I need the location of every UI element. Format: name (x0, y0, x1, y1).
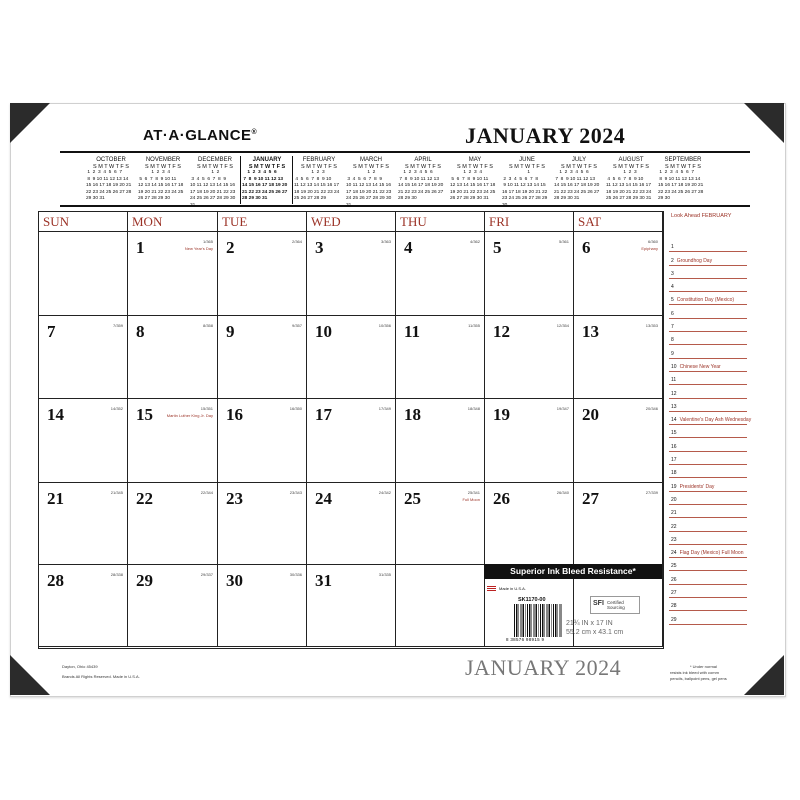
look-ahead-day: 24 (671, 550, 677, 557)
day-count: 20/346 (645, 406, 658, 411)
day-cell[interactable] (307, 399, 396, 483)
weekday-label: FRI (489, 214, 510, 229)
look-ahead-day: 29 (671, 616, 677, 623)
day-count: 26/340 (556, 490, 569, 495)
weekday-header-fri (485, 212, 574, 232)
mini-calendar-days: 1 2 3 4 5 6 7 8 9 10 11 12 13 14 15 16 17 18 19 20 21 22 23 24 25 26 27 28 29 30 31 (86, 170, 132, 201)
day-cell[interactable] (396, 483, 485, 565)
look-ahead-row[interactable] (669, 558, 747, 571)
day-number: 2 (226, 238, 235, 257)
day-number: 19 (493, 405, 510, 424)
day-count: 11/355 (468, 323, 480, 328)
made-in-label: Made in U.S.A. (499, 586, 526, 591)
look-ahead-day: 18 (671, 470, 677, 477)
day-count: 19/347 (556, 406, 569, 411)
look-ahead-day: 6 (671, 310, 674, 317)
top-rule (60, 151, 750, 153)
look-ahead-row[interactable] (669, 332, 747, 345)
look-ahead-entry (671, 577, 680, 583)
look-ahead-row[interactable] (669, 439, 747, 452)
day-count: 31/335 (378, 572, 391, 577)
weekday-label: SUN (43, 214, 70, 229)
day-number: 12 (493, 322, 510, 341)
look-ahead-entry (671, 537, 680, 543)
day-cell[interactable] (128, 399, 218, 483)
mini-calendar (658, 157, 708, 203)
look-ahead-entry (671, 497, 680, 503)
day-cell[interactable] (39, 316, 128, 399)
day-number: 3 (315, 238, 324, 257)
day-count: 9/357 (291, 323, 302, 328)
day-cell[interactable] (218, 483, 307, 565)
look-ahead-heading: Look Ahead FEBRUARY (671, 213, 732, 219)
day-number: 23 (226, 489, 243, 508)
day-cell[interactable] (39, 399, 128, 483)
corner-bottom-right (744, 655, 784, 695)
mini-calendar-weekdays: S M T W T F S (613, 163, 649, 170)
mini-calendar-month: FEBRUARY (302, 157, 336, 163)
mini-calendar (450, 157, 500, 203)
look-ahead-event: Constitution Day (Mexico) (676, 297, 735, 304)
look-ahead-entry (671, 311, 677, 317)
look-ahead-entry (671, 563, 680, 569)
footer-note-3: pencils, ballpoint pens, gel pens (670, 676, 727, 681)
weekday-label: THU (400, 214, 427, 229)
look-ahead-entry (671, 337, 677, 343)
look-ahead-row[interactable] (669, 598, 747, 611)
day-count: 28/338 (110, 572, 123, 577)
look-ahead-row[interactable] (669, 505, 747, 518)
look-ahead-row[interactable] (669, 425, 747, 438)
look-ahead-row[interactable] (669, 478, 747, 491)
weekday-header-wed (307, 212, 396, 232)
look-ahead-row[interactable] (669, 532, 747, 545)
footer-address: Dayton, Ohio 45439 (62, 664, 98, 669)
footer-month-title: JANUARY 2024 (465, 655, 622, 680)
look-ahead-row[interactable] (669, 252, 747, 265)
mini-calendar-weekdays: S M T W T F S (248, 163, 286, 170)
mini-calendar-month: JULY (571, 157, 587, 163)
footer-note-1: * Under normal (690, 664, 717, 669)
look-ahead-day: 14 (671, 417, 677, 424)
day-cell[interactable] (574, 483, 663, 565)
day-cell[interactable] (39, 565, 128, 647)
mini-calendar-days: 1 2 3 4 5 6 7 8 9 10 11 12 13 14 15 16 17 18 19 20 21 22 23 24 25 26 27 28 29 30 (138, 170, 184, 201)
look-ahead-day: 21 (671, 510, 677, 517)
mini-calendar (294, 157, 344, 203)
mini-calendar-days: 1 2 3 4 5 6 7 8 9 10 11 12 13 14 15 16 17 18 19 20 21 22 23 24 25 26 27 28 29 30 31 (346, 170, 392, 208)
mini-calendar (242, 157, 292, 203)
mini-calendar (346, 157, 396, 209)
look-ahead-entry (671, 324, 677, 330)
day-number: 4 (404, 238, 413, 257)
mini-calendar-month: APRIL (414, 157, 432, 163)
day-holiday: Epiphany (641, 246, 658, 251)
look-ahead-row[interactable] (669, 306, 747, 319)
look-ahead-row[interactable] (669, 611, 747, 624)
look-ahead-entry (671, 364, 721, 370)
look-ahead-entry (671, 590, 680, 596)
day-number: 10 (315, 322, 332, 341)
day-cell[interactable] (396, 399, 485, 483)
size-cm: 55.2 cm x 43.1 cm (566, 629, 624, 636)
day-number: 15 (136, 405, 153, 424)
mini-calendar-days: 1 2 3 4 5 6 7 8 9 10 11 12 13 14 15 16 17 18 19 20 21 22 23 24 25 26 27 28 29 30 31 (606, 170, 652, 201)
day-count: 23/343 (289, 490, 302, 495)
day-count: 18/348 (467, 406, 480, 411)
day-cell[interactable] (574, 232, 663, 316)
look-ahead-entry (671, 417, 751, 423)
mini-calendar (606, 157, 656, 203)
look-ahead-day: 20 (671, 496, 677, 503)
day-count: 25/341 (467, 490, 480, 495)
day-cell[interactable] (307, 232, 396, 316)
day-count: 30/336 (289, 572, 302, 577)
look-ahead-entry (671, 524, 680, 530)
day-cell[interactable] (574, 316, 663, 399)
day-cell[interactable] (396, 232, 485, 316)
mini-calendar (398, 157, 448, 203)
day-number: 21 (47, 489, 64, 508)
day-cell[interactable] (128, 565, 218, 647)
mini-calendar-month: JUNE (519, 157, 535, 163)
day-cell[interactable] (574, 399, 663, 483)
corner-top-right (744, 103, 784, 143)
mini-calendar-month: OCTOBER (96, 157, 126, 163)
day-count: 27/339 (645, 490, 658, 495)
day-count: 5/361 (558, 239, 569, 244)
month-grid (38, 211, 664, 649)
barcode-icon (514, 604, 562, 637)
look-ahead-entry (671, 617, 680, 623)
look-ahead-day: 16 (671, 443, 677, 450)
day-number: 11 (404, 322, 421, 341)
sku-label: SK1170-00 (518, 597, 546, 603)
weekday-label: MON (132, 214, 163, 229)
mini-calendar-days: 1 2 3 4 5 6 7 8 9 10 11 12 13 14 15 16 17 18 19 20 21 22 23 24 25 26 27 28 29 30 (398, 170, 444, 201)
mini-calendar-month: SEPTEMBER (664, 157, 702, 163)
day-count: 2/364 (291, 239, 302, 244)
sfi-logo-icon: SFI (593, 600, 604, 607)
ink-bleed-banner: Superior Ink Bleed Resistance* (484, 564, 662, 579)
mini-calendar-month: DECEMBER (197, 157, 232, 163)
day-holiday: New Year's Day (184, 246, 213, 251)
day-number: 8 (136, 322, 145, 341)
mini-calendar-weekdays: S M T W T F S (561, 163, 597, 170)
look-ahead-entry (671, 351, 677, 357)
day-number: 7 (47, 322, 56, 341)
weekday-label: WED (311, 214, 341, 229)
look-ahead-row[interactable] (669, 518, 747, 531)
weekday-header-mon (128, 212, 218, 232)
weekday-header-thu (396, 212, 485, 232)
day-cell[interactable] (485, 316, 574, 399)
look-ahead-row[interactable] (669, 292, 747, 305)
look-ahead-row[interactable] (669, 399, 747, 412)
day-number: 17 (315, 405, 332, 424)
look-ahead-entry (671, 377, 679, 383)
mini-calendar-weekdays: S M T W T F S (197, 163, 233, 170)
day-number: 16 (226, 405, 243, 424)
day-number: 29 (136, 571, 153, 590)
day-holiday: Full Moon (462, 497, 480, 502)
look-ahead-entry (671, 444, 680, 450)
mini-calendar-days: 1 2 3 4 5 6 7 8 9 10 11 12 13 14 15 16 17 18 19 20 21 22 23 24 25 26 27 28 29 (294, 170, 340, 201)
day-count: 15/351 (200, 406, 213, 411)
look-ahead-row[interactable] (669, 266, 747, 279)
mini-calendar-month: JANUARY (252, 157, 282, 163)
mini-calendar-days: 1 2 3 4 5 6 7 8 9 10 11 12 13 14 15 16 17 18 19 20 21 22 23 24 25 26 27 28 29 30 31 (190, 170, 236, 208)
day-cell[interactable] (485, 232, 574, 316)
brand-logo: AT·A·GLANCE® (143, 127, 258, 144)
day-number: 26 (493, 489, 510, 508)
day-cell[interactable] (128, 483, 218, 565)
day-number: 25 (404, 489, 421, 508)
mini-calendar-weekdays: S M T W T F S (301, 163, 337, 170)
day-cell[interactable] (128, 232, 218, 316)
day-count: 17/349 (378, 406, 391, 411)
day-count: 3/363 (380, 239, 391, 244)
empty-cell[interactable] (396, 565, 485, 647)
day-count: 6/360 (647, 239, 658, 244)
mini-calendar (138, 157, 188, 203)
look-ahead-row[interactable] (669, 545, 747, 558)
day-count: 12/354 (556, 323, 569, 328)
look-ahead-entry (671, 484, 714, 490)
mini-calendar (86, 157, 136, 203)
look-ahead-event: Valentine's Day Ash Wednesday (679, 417, 752, 424)
look-ahead-day: 11 (671, 377, 677, 384)
look-ahead-row[interactable] (669, 319, 747, 332)
mini-calendar-weekdays: S M T W T F S (509, 163, 545, 170)
weekday-header-sat (574, 212, 663, 232)
mini-calendar-month: MARCH (360, 157, 382, 163)
day-count: 7/359 (112, 323, 123, 328)
mini-calendar-days: 1 2 3 4 5 6 7 8 9 10 11 12 13 14 15 16 17 18 19 20 21 22 23 24 25 26 27 28 29 30 31 (450, 170, 496, 201)
divider (240, 156, 241, 204)
mini-calendar-strip (86, 157, 704, 208)
day-cell[interactable] (485, 399, 574, 483)
look-ahead-row[interactable] (669, 239, 747, 252)
look-ahead-day: 12 (671, 390, 677, 397)
day-cell[interactable] (307, 565, 396, 647)
weekday-header-sun (39, 212, 128, 232)
look-ahead-event: Chinese New Year (679, 363, 721, 370)
sfi-badge (590, 596, 640, 614)
day-number: 20 (582, 405, 599, 424)
look-ahead-day: 27 (671, 590, 677, 597)
day-number: 14 (47, 405, 64, 424)
day-number: 6 (582, 238, 591, 257)
mini-calendar (502, 157, 552, 209)
look-ahead-row[interactable] (669, 279, 747, 292)
day-number: 5 (493, 238, 502, 257)
barcode-number: 8 38576 98915 9 (506, 637, 545, 642)
mini-calendar-month: MAY (468, 157, 482, 163)
look-ahead-event: Presidents' Day (679, 483, 715, 490)
look-ahead-row[interactable] (669, 385, 747, 398)
mini-calendar-days: 1 2 3 4 5 6 7 8 9 10 11 12 13 14 15 16 17 18 19 20 21 22 23 24 25 26 27 28 29 30 (658, 170, 704, 201)
look-ahead-day: 26 (671, 576, 677, 583)
mini-calendar-month: AUGUST (618, 157, 644, 163)
look-ahead-entry (671, 258, 712, 264)
look-ahead-entry (671, 510, 680, 516)
look-ahead-entry (671, 550, 743, 556)
look-ahead-event: Groundhog Day (676, 257, 713, 264)
look-ahead-row[interactable] (669, 452, 747, 465)
day-cell[interactable] (218, 316, 307, 399)
look-ahead-day: 2 (671, 257, 674, 264)
day-cell[interactable] (307, 316, 396, 399)
day-count: 14/352 (110, 406, 123, 411)
look-ahead-day: 23 (671, 536, 677, 543)
look-ahead-entry (671, 391, 680, 397)
look-ahead-day: 22 (671, 523, 677, 530)
footer-note-2: resists ink bleed with comm (670, 670, 719, 675)
look-ahead-day: 13 (671, 403, 677, 410)
day-count: 29/337 (200, 572, 213, 577)
day-holiday: Martin Luther King Jr. Day (166, 413, 213, 418)
weekday-label: TUE (222, 214, 248, 229)
day-number: 24 (315, 489, 332, 508)
look-ahead-row[interactable] (669, 585, 747, 598)
mini-calendar-weekdays: S M T W T F S (457, 163, 493, 170)
us-flag-icon (487, 586, 496, 592)
look-ahead-day: 3 (671, 270, 674, 277)
day-number: 31 (315, 571, 332, 590)
weekday-header-tue (218, 212, 307, 232)
look-ahead-day: 5 (671, 297, 674, 304)
look-ahead-row[interactable] (669, 359, 747, 372)
day-cell[interactable] (128, 316, 218, 399)
look-ahead-day: 1 (671, 244, 674, 251)
look-ahead-row[interactable] (669, 572, 747, 585)
mini-calendar-days: 1 2 3 4 5 6 7 8 9 10 11 12 13 14 15 16 17 18 19 20 21 22 23 24 25 26 27 28 29 30 31 (242, 170, 288, 201)
day-count: 8/358 (202, 323, 213, 328)
look-ahead-day: 9 (671, 350, 674, 357)
look-ahead-entry (671, 404, 680, 410)
weekday-label: SAT (578, 214, 602, 229)
look-ahead-day: 17 (671, 457, 677, 464)
sfi-text: Certified Sourcing (607, 600, 625, 610)
day-cell[interactable] (218, 399, 307, 483)
day-count: 24/342 (378, 490, 391, 495)
day-count: 10/356 (378, 323, 391, 328)
look-ahead-day: 19 (671, 483, 677, 490)
look-ahead-entry (671, 603, 680, 609)
mini-cal-rule (60, 205, 750, 207)
look-ahead-entry (671, 457, 680, 463)
look-ahead-event: Flag Day (Mexico) Full Moon (679, 550, 744, 557)
look-ahead-panel (669, 211, 752, 636)
look-ahead-day: 4 (671, 284, 674, 291)
footer-rights: Brands All Rights Reserved. Made in U.S.A. (62, 674, 140, 679)
empty-cell[interactable] (39, 232, 128, 316)
day-number: 22 (136, 489, 153, 508)
mini-calendar-weekdays: S M T W T F S (405, 163, 441, 170)
day-count: 16/350 (289, 406, 302, 411)
day-count: 22/344 (200, 490, 213, 495)
mini-calendar-days: 1 2 3 4 5 6 7 8 9 10 11 12 13 14 15 16 17 18 19 20 21 22 23 24 25 26 27 28 29 30 31 (554, 170, 600, 201)
day-cell[interactable] (485, 483, 574, 565)
day-cell[interactable] (218, 232, 307, 316)
corner-top-left (10, 103, 50, 143)
look-ahead-row[interactable] (669, 345, 747, 358)
mini-calendar-weekdays: S M T W T F S (93, 163, 129, 170)
day-number: 1 (136, 238, 145, 257)
look-ahead-row[interactable] (669, 372, 747, 385)
day-count: 4/362 (469, 239, 480, 244)
look-ahead-day: 8 (671, 337, 674, 344)
divider (292, 156, 293, 204)
mini-calendar-month: NOVEMBER (145, 157, 181, 163)
day-count: 21/345 (110, 490, 123, 495)
month-title: JANUARY 2024 (465, 123, 626, 148)
day-cell[interactable] (396, 316, 485, 399)
day-number: 18 (404, 405, 421, 424)
day-number: 9 (226, 322, 235, 341)
day-count: 1/365 (202, 239, 213, 244)
day-cell[interactable] (39, 483, 128, 565)
day-cell[interactable] (307, 483, 396, 565)
look-ahead-entry (671, 297, 734, 303)
look-ahead-day: 25 (671, 563, 677, 570)
look-ahead-entry (671, 244, 677, 250)
day-number: 28 (47, 571, 64, 590)
mini-calendar-weekdays: S M T W T F S (353, 163, 389, 170)
look-ahead-day: 28 (671, 603, 677, 610)
mini-calendar-weekdays: S M T W T F S (665, 163, 701, 170)
day-number: 30 (226, 571, 243, 590)
size-inches: 21¾ IN x 17 IN (566, 620, 613, 627)
look-ahead-day: 15 (671, 430, 677, 437)
look-ahead-entry (671, 271, 677, 277)
mini-calendar-days: 1 2 3 4 5 6 7 8 9 10 11 12 13 14 15 16 17 18 19 20 21 22 23 24 25 26 27 28 29 30 (502, 170, 548, 208)
look-ahead-row[interactable] (669, 465, 747, 478)
look-ahead-row[interactable] (669, 412, 752, 425)
day-count: 13/353 (645, 323, 658, 328)
day-cell[interactable] (218, 565, 307, 647)
day-number: 27 (582, 489, 599, 508)
mini-calendar (554, 157, 604, 203)
look-ahead-row[interactable] (669, 492, 747, 505)
mini-calendar-weekdays: S M T W T F S (145, 163, 181, 170)
corner-bottom-left (10, 655, 50, 695)
look-ahead-entry (671, 470, 680, 476)
look-ahead-entry (671, 284, 677, 290)
look-ahead-day: 10 (671, 363, 677, 370)
mini-calendar (190, 157, 240, 209)
day-number: 13 (582, 322, 599, 341)
look-ahead-entry (671, 430, 680, 436)
look-ahead-day: 7 (671, 324, 674, 331)
